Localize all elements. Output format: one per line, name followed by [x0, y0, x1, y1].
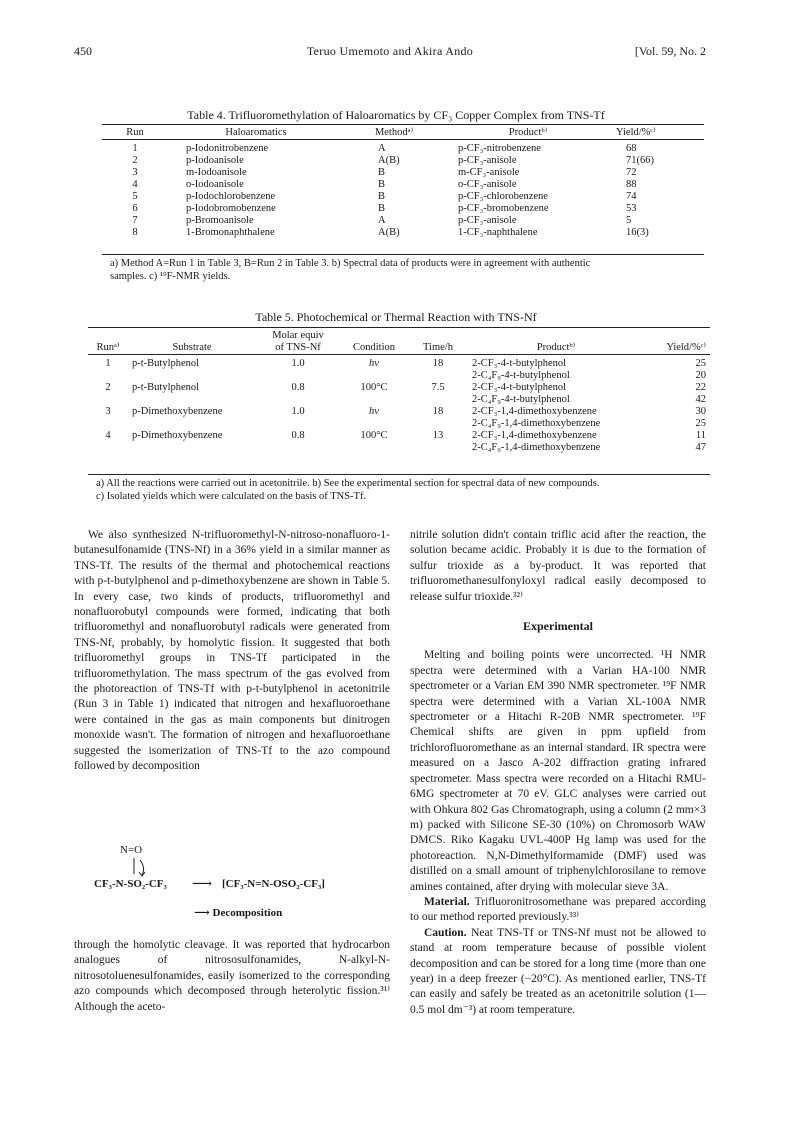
- table5-cell-yield-2: 42: [695, 394, 706, 405]
- table4-header-yield: Yield/%ᶜ⁾: [616, 127, 656, 138]
- table4-top-rule: [102, 124, 704, 125]
- table4-cell-product: 1-CF₃-naphthalene: [458, 227, 538, 238]
- table4-footnote-2: samples. c) ¹⁹F-NMR yields.: [110, 271, 231, 282]
- table5-cell-empty: [128, 442, 256, 454]
- table5-header-molar-line1: Molar equiv: [272, 330, 324, 341]
- table4-row: [102, 227, 704, 239]
- table4-cell-run: 5: [132, 191, 138, 202]
- table5-cell-time: 7.5: [431, 382, 445, 393]
- table5-cell-empty: [256, 442, 340, 454]
- scheme-azo-intermediate: [CF₃-N=N-OSO₂-CF₃]: [222, 878, 325, 890]
- table5-header-molar: [256, 330, 340, 355]
- table4-cell-haloaromatic: p-Iodobromobenzene: [186, 203, 276, 214]
- table5-header-substrate: Substrate: [172, 342, 212, 353]
- table4-cell-run: 1: [132, 143, 138, 154]
- volume-info: [Vol. 59, No. 2: [634, 44, 706, 58]
- table5-cell-empty: [88, 394, 128, 406]
- page-number: 450: [74, 44, 92, 58]
- table5-cell-empty: [408, 394, 468, 406]
- table5-row: [88, 430, 710, 442]
- scheme-reactant: CF₃-N-SO₂-CF₃: [94, 878, 167, 890]
- table5-cell-product-2: 2-C₄F₉-4-t-butylphenol: [472, 370, 570, 381]
- table4-cell-haloaromatic: m-Iodoanisole: [186, 167, 247, 178]
- table5-cell-product-1: 2-CF₃-1,4-dimethoxybenzene: [472, 430, 597, 441]
- right-paragraph-1: nitrile solution didn't contain triflic acid after the reaction, the solution became acidic. Probably it is due to the formation of sulfur trioxide as a by-product. It was reported that trifluoromethanesulfonyloxyl radical easily decomposed to release sulfur trioxide.³²⁾: [410, 529, 706, 603]
- table5-cell-empty: [408, 370, 468, 382]
- table4-cell-product: o-CF₃-anisole: [458, 179, 517, 190]
- table4-bottom-rule: [102, 254, 704, 255]
- table4-cell-haloaromatic: p-Iodoanisole: [186, 155, 244, 166]
- table5-cell-equiv: 1.0: [291, 406, 305, 417]
- table5-footnote-1: a) All the reactions were carried out in acetonitrile. b) See the experimental section for spectral data of new compounds.: [96, 478, 600, 489]
- table5-row: [88, 355, 710, 371]
- material-text: Trifluoronitrosomethane was prepared according to our method reported previously.³³⁾: [410, 895, 706, 924]
- material-label: Material.: [424, 895, 470, 908]
- table4-row: [102, 167, 704, 179]
- table5-cell-run: 4: [105, 430, 111, 441]
- table5-header-condition: Condition: [352, 342, 395, 353]
- table4-cell-haloaromatic: p-Bromoanisole: [186, 215, 254, 226]
- table4-row: [102, 203, 704, 215]
- table4-cell-product: p-CF₃-chlorobenzene: [458, 191, 548, 202]
- right-paragraph-2: Melting and boiling points were uncorrected. ¹H NMR spectra were determined with a Varian HA-100 NMR spectrometer or a Varian EM 390 NMR spectrometer. ¹⁹F NMR spectra were determined with a Varian XL-100A NMR spectrometer or a Hitachi R-20B NMR spectrometer. ¹⁹F Chemical shifts are given in ppm upfield from trichlorofluoromethane as an internal standard. IR spectra were measured on a Jasco A-202 diffraction grating infrared spectrometer. Mass spectra were recorded on a Hitachi RMU-6MG spectrometer at 70 eV. GLC analyses were carried out with Ohkura 802 Gas Chromatograph, using a column (2 mm×3 m) packed with Silicone SE-30 (10%) on Chromosorb WAW DMCS. Riko Kagaku UVL-400P Hg lamp was used for the photoreaction. N,N-Dimethylformamide (DMF) used was distilled on a small amount of triphenylchlorosilane to remove amines contained, after drying with molecular sieve 3A.: [410, 649, 706, 893]
- table5-row-continuation: [88, 418, 710, 430]
- table5-header-row: [88, 330, 710, 355]
- table5-body: [88, 355, 710, 455]
- table5-cell-yield-1: 25: [695, 358, 706, 369]
- table5-cell-equiv: 0.8: [291, 382, 305, 393]
- table5-cell-product-2: 2-C₄F₉-4-t-butylphenol: [472, 394, 570, 405]
- table5-cell-product-1: 2-CF₃-4-t-butylphenol: [472, 358, 567, 369]
- caution-text: Neat TNS-Tf or TNS-Nf must not be allowed to stand at room temperature because of possible violent decomposition and can be stored for a long time (more than one year) in a deep freezer (−20°C). As mentioned earlier, TNS-Tf can easily and safely be treated as an acetonitrile solution (1—0.5 mol dm⁻³) at room temperature.: [410, 926, 706, 1016]
- table4-footnote-1: a) Method A=Run 1 in Table 3, B=Run 2 in Table 3. b) Spectral data of products were in agreement with authentic: [110, 258, 591, 269]
- table4-cell-product: p-CF₃-nitrobenzene: [458, 143, 541, 154]
- table5-cell-condition: 100°C: [360, 382, 388, 393]
- table5-cell-empty: [256, 394, 340, 406]
- left-column-top: [74, 528, 390, 775]
- table5-cell-substrate: p-Dimethoxybenzene: [132, 430, 223, 441]
- table4-body: [102, 140, 704, 240]
- header-authors: Teruo Umemoto and Akira Ando: [306, 44, 474, 58]
- table5-cell-yield-2: 47: [695, 442, 706, 453]
- table4-cell-product: m-CF₃-anisole: [458, 167, 520, 178]
- table5-row-continuation: [88, 370, 710, 382]
- table4-cell-product: p-CF₃-bromobenzene: [458, 203, 549, 214]
- left-paragraph-2: through the homolytic cleavage. It was reported that hydrocarbon analogues of nitrososulfonamides, N-alkyl-N-nitrosotoluenesulfonamides, easily isomerized to the corresponding azo compounds which decomposed through heterolytic fission.³¹⁾ Although the aceto-: [74, 939, 390, 1013]
- table4-header-product: Productᵇ⁾: [508, 127, 548, 138]
- table4-cell-yield: 68: [626, 143, 637, 154]
- table4-cell-yield: 71(66): [626, 155, 654, 166]
- table5-footnote-2: c) Isolated yields which were calculated on the basis of TNS-Tf.: [96, 491, 367, 502]
- table5-cell-empty: [128, 418, 256, 430]
- table5-cell-empty: [256, 418, 340, 430]
- table4-header-run: Run: [126, 127, 144, 138]
- table5-bottom-rule: [88, 474, 710, 475]
- table4-cell-run: 3: [132, 167, 138, 178]
- table5-cell-substrate: p-t-Butylphenol: [132, 358, 200, 369]
- table4-cell-run: 7: [132, 215, 138, 226]
- table5-cell-yield-2: 25: [695, 418, 706, 429]
- table4-header-haloaromatics: Haloaromatics: [225, 127, 287, 138]
- table4-cell-run: 2: [132, 155, 138, 166]
- table4-row: [102, 215, 704, 227]
- table5-cell-empty: [88, 442, 128, 454]
- table5-cell-empty: [88, 370, 128, 382]
- table5: [88, 330, 710, 454]
- table5-cell-empty: [340, 370, 408, 382]
- right-column: [410, 528, 706, 1018]
- scheme-decomposition: ⟶ Decomposition: [194, 907, 283, 919]
- table5-row: [88, 406, 710, 418]
- table5-cell-equiv: 1.0: [291, 358, 305, 369]
- table5-cell-product-1: 2-CF₃-1,4-dimethoxybenzene: [472, 406, 597, 417]
- table4-cell-yield: 88: [626, 179, 637, 190]
- table4-header-row: [102, 127, 704, 140]
- table4-cell-product: p-CF₃-anisole: [458, 215, 517, 226]
- scheme-electron-arrows: [128, 858, 158, 880]
- running-header: [74, 44, 706, 60]
- table4-cell-method: A: [378, 143, 386, 154]
- table4-cell-run: 8: [132, 227, 138, 238]
- table5-cell-run: 2: [105, 382, 111, 393]
- table5-cell-yield-1: 11: [695, 430, 706, 441]
- table5-cell-empty: [408, 442, 468, 454]
- table5-row-continuation: [88, 394, 710, 406]
- table5-cell-substrate: p-t-Butylphenol: [132, 382, 200, 393]
- table5-cell-condition: hν: [369, 406, 379, 417]
- table4-cell-run: 6: [132, 203, 138, 214]
- table4-cell-run: 4: [132, 179, 138, 190]
- table5-row: [88, 382, 710, 394]
- table4-cell-haloaromatic: p-Iodochlorobenzene: [186, 191, 276, 202]
- table5-cell-empty: [340, 442, 408, 454]
- table4-row: [102, 191, 704, 203]
- table5-header-time: Time/h: [423, 342, 453, 353]
- table5-header-run: Runᵃ⁾: [96, 342, 120, 353]
- table5-row-continuation: [88, 442, 710, 454]
- table4-row: [102, 140, 704, 156]
- table4-cell-yield: 5: [626, 215, 632, 226]
- table4-cell-method: A(B): [378, 155, 400, 166]
- table5-cell-equiv: 0.8: [291, 430, 305, 441]
- table5-cell-condition: hν: [369, 358, 379, 369]
- section-heading-experimental: Experimental: [523, 619, 593, 634]
- scheme-nitroso-group: N=O: [120, 844, 143, 856]
- table4-cell-method: A(B): [378, 227, 400, 238]
- table5-cell-empty: [340, 394, 408, 406]
- table4-cell-method: B: [378, 203, 386, 214]
- table4-cell-method: B: [378, 179, 386, 190]
- scheme-arrow: ⟶: [192, 877, 213, 892]
- caution-label: Caution.: [424, 926, 467, 939]
- table4-cell-yield: 72: [626, 167, 637, 178]
- table5-header-product: Productᵇ⁾: [536, 342, 576, 353]
- left-column-bottom: [74, 938, 390, 1015]
- table5-cell-empty: [256, 370, 340, 382]
- table5-cell-product-2: 2-C₄F₉-1,4-dimethoxybenzene: [472, 418, 601, 429]
- table5-cell-time: 18: [432, 406, 444, 417]
- table5-cell-empty: [128, 370, 256, 382]
- table5-cell-product-1: 2-CF₃-4-t-butylphenol: [472, 382, 567, 393]
- table5-cell-run: 3: [105, 406, 111, 417]
- table5-caption: Table 5. Photochemical or Thermal Reaction with TNS-Nf: [255, 310, 537, 324]
- table5-cell-empty: [88, 418, 128, 430]
- table5-header-molar-line2: of TNS-Nf: [275, 342, 321, 353]
- table5-cell-empty: [408, 418, 468, 430]
- table4-cell-haloaromatic: o-Iodoanisole: [186, 179, 244, 190]
- table5-cell-yield-1: 22: [695, 382, 706, 393]
- table4-cell-method: B: [378, 191, 386, 202]
- table4-cell-haloaromatic: p-Iodonitrobenzene: [186, 143, 269, 154]
- table5-cell-run: 1: [105, 358, 111, 369]
- table4-cell-yield: 74: [626, 191, 637, 202]
- table5-cell-empty: [340, 418, 408, 430]
- table5-cell-time: 13: [432, 430, 444, 441]
- table4-row: [102, 155, 704, 167]
- table5-cell-yield-1: 30: [695, 406, 706, 417]
- table5-cell-time: 18: [432, 358, 444, 369]
- table4: [102, 127, 704, 239]
- table4-cell-haloaromatic: 1-Bromonaphthalene: [186, 227, 275, 238]
- material-paragraph: [410, 895, 706, 926]
- table5-top-rule: [88, 327, 710, 328]
- table5-header-yield: Yield/%ᶜ⁾: [666, 342, 706, 353]
- reaction-scheme: [90, 844, 390, 924]
- table4-cell-product: p-CF₃-anisole: [458, 155, 517, 166]
- table5-cell-product-2: 2-C₄F₉-1,4-dimethoxybenzene: [472, 442, 601, 453]
- caution-paragraph: [410, 926, 706, 1018]
- left-paragraph-1: We also synthesized N-trifluoromethyl-N-nitroso-nonafluoro-1-butanesulfonamide (TNS-Nf) in a 36% yield in a similar manner as TNS-Tf. The results of the thermal and photochemical reactions with p-t-butylphenol and p-dimethoxybenzene are shown in Table 5. In every case, two kinds of products, trifluoromethyl and nonafluorobutyl compounds were formed, indicating that both trifluoromethyl and nonafluorobutyl radicals were generated from TNS-Nf, probably, by homolytic fission. It suggested that both trifluoromethyl groups in TNS-Tf participated in the trifluoromethylation. The mass spectrum of the gas evolved from the photoreaction of TNS-Tf with p-t-butylphenol in acetonitrile (Run 3 in Table 1) indicated that nitrogen and hexafluoroethane were contained in the gas as main components but dinitrogen monoxide wasn't. The formation of nitrogen and hexafluoroethane suggested the isomerization of TNS-Tf to the azo compound followed by decomposition: [74, 529, 390, 773]
- table4-caption: Table 4. Trifluoromethylation of Haloaromatics by CF₃ Copper Complex from TNS-Tf: [187, 108, 605, 122]
- table4-row: [102, 179, 704, 191]
- table4-cell-method: A: [378, 215, 386, 226]
- table4-cell-method: B: [378, 167, 386, 178]
- table5-cell-substrate: p-Dimethoxybenzene: [132, 406, 223, 417]
- table5-cell-yield-2: 20: [695, 370, 706, 381]
- table5-cell-condition: 100°C: [360, 430, 388, 441]
- table5-cell-empty: [128, 394, 256, 406]
- table4-header-method: Methodᵃ⁾: [374, 127, 414, 138]
- table4-cell-yield: 53: [626, 203, 637, 214]
- table4-cell-yield: 16(3): [626, 227, 649, 238]
